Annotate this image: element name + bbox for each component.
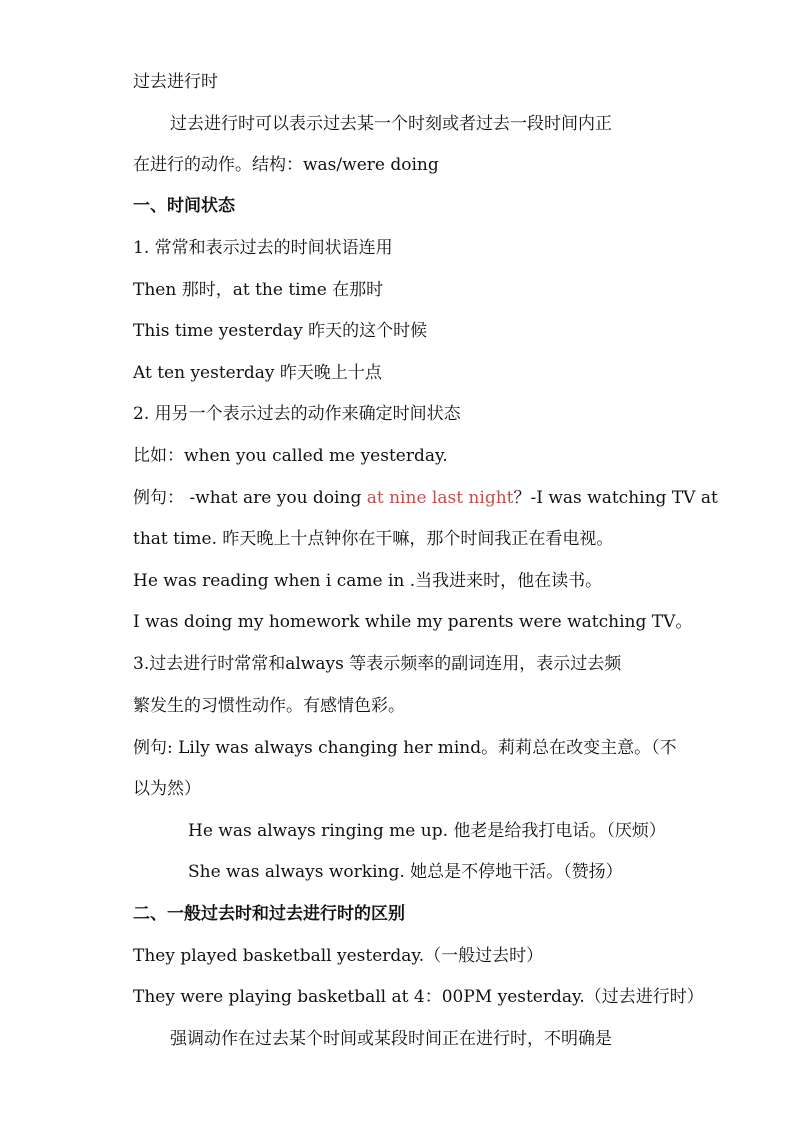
item-3-example-continued: 以为然） <box>133 779 201 799</box>
intro-line-1: 过去进行时可以表示过去某一个时刻或者过去一段时间内正 <box>170 114 612 134</box>
item-3-subexample: She was always working. 她总是不停地干活。（赞扬） <box>188 862 623 882</box>
example-suffix: ？-I was watching TV at <box>513 488 718 508</box>
example-sentence-c: I was doing my homework while my parents were watching TV。 <box>133 612 693 632</box>
item-3-subexample: He was always ringing me up. 他老是给我打电话。（厌烦） <box>188 821 666 841</box>
section-2-heading: 二、一般过去时和过去进行时的区别 <box>133 904 405 924</box>
comparison-line: They were playing basketball at 4：00PM yesterday.（过去进行时） <box>133 987 704 1007</box>
section-1-heading: 一、时间状态 <box>133 196 235 216</box>
example-sentence-b: He was reading when i came in .当我进来时，他在读书。 <box>133 571 603 591</box>
explanation-line: 强调动作在过去某个时间或某段时间正在进行时，不明确是 <box>170 1029 612 1049</box>
time-phrase-line: This time yesterday 昨天的这个时候 <box>133 321 428 341</box>
time-phrase-line: At ten yesterday 昨天晚上十点 <box>133 363 382 383</box>
item-1-title: 1. 常常和表示过去的时间状语连用 <box>133 238 393 258</box>
highlighted-phrase: at nine last night <box>366 488 514 508</box>
example-prefix: 例句： -what are you doing <box>133 488 367 508</box>
item-2-example: 比如：when you called me yesterday. <box>133 446 448 466</box>
item-2-title: 2. 用另一个表示过去的动作来确定时间状态 <box>133 404 461 424</box>
intro-line-2: 在进行的动作。结构：was/were doing <box>133 155 439 175</box>
example-sentence-a <box>133 486 718 510</box>
item-3-title-continued: 繁发生的习惯性动作。有感情色彩。 <box>133 696 405 716</box>
time-phrase-line: Then 那时，at the time 在那时 <box>133 280 384 300</box>
example-sentence-a-continued: that time. 昨天晚上十点钟你在干嘛，那个时间我正在看电视。 <box>133 529 614 549</box>
item-3-example: 例句: Lily was always changing her mind。莉莉总在改变主意。（不 <box>133 738 677 758</box>
document-title: 过去进行时 <box>133 72 218 92</box>
item-3-title: 3.过去进行时常常和always 等表示频率的副词连用，表示过去频 <box>133 654 622 674</box>
comparison-line: They played basketball yesterday.（一般过去时） <box>133 946 544 966</box>
